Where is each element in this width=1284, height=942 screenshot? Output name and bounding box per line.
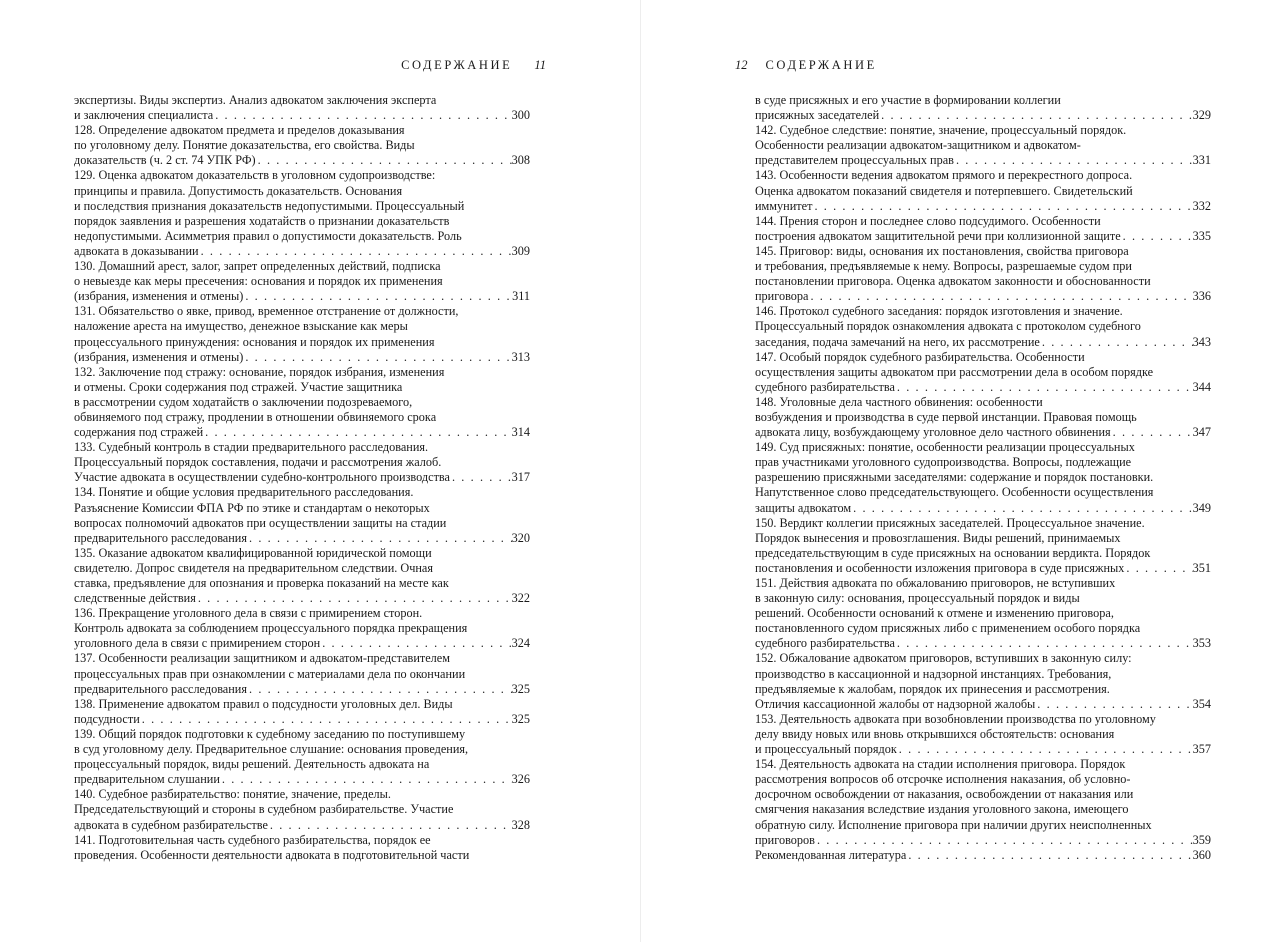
toc-entry-end <box>74 244 530 259</box>
toc-line-text: приговоров <box>755 832 815 847</box>
toc-line <box>74 561 530 576</box>
toc-entry-end <box>755 636 1211 651</box>
toc-line-text: постановления и особенности изложения приговора в суде присяжных <box>755 560 1125 575</box>
toc-line-text: 130. Домашний арест, залог, запрет определенных действий, подписка <box>74 259 441 274</box>
toc-page-number[interactable]: 322 <box>511 591 530 606</box>
toc-line-text: производство в кассационной и надзорной инстанциях. Требования, <box>755 666 1112 681</box>
toc-line-text: проведения. Особенности деятельности адвоката в подготовительной части <box>74 847 470 862</box>
toc-line-text: (избрания, изменения и отмены) <box>74 349 244 364</box>
header-title: СОДЕРЖАНИЕ <box>401 58 513 72</box>
toc-line <box>74 214 530 229</box>
toc-line-text: Оценка адвокатом показаний свидетеля и потерпевшего. Свидетельский <box>755 183 1133 198</box>
toc-line <box>74 319 530 334</box>
toc-line-text: осуществления защиты адвокатом при рассмотрении дела в особом порядке <box>755 364 1154 379</box>
toc-line-text: 147. Особый порядок судебного разбирательства. Особенности <box>755 349 1085 364</box>
toc-line-text: 149. Суд присяжных: понятие, особенности реализации процессуальных <box>755 440 1135 455</box>
dot-leader <box>213 108 511 123</box>
dot-leader <box>1040 335 1193 350</box>
toc-line-text: вопросах полномочий адвокатов при осуществлении защиты на стадии <box>74 515 447 530</box>
toc-page-number[interactable]: 314 <box>511 425 530 440</box>
toc-page-number[interactable]: 324 <box>511 636 530 651</box>
toc-entry-end <box>755 199 1211 214</box>
toc-page-number[interactable]: 329 <box>1192 108 1211 123</box>
dot-leader <box>1035 697 1192 712</box>
toc-line-text: 148. Уголовные дела частного обвинения: особенности <box>755 394 1043 409</box>
toc-line-text: и заключения специалиста <box>74 108 214 123</box>
toc-page-number[interactable]: 343 <box>1192 334 1211 349</box>
running-header <box>401 58 546 73</box>
toc-line <box>74 93 530 108</box>
toc-line-text: по уголовному делу. Понятие доказательства, его свойства. Виды <box>74 138 415 153</box>
toc-line-text: предъявляемые к жалобам, порядок их принесения и рассмотрения. <box>755 681 1110 696</box>
toc-line <box>755 606 1211 621</box>
toc-line-text: 145. Приговор: виды, основания их постановления, свойства приговора <box>755 243 1129 258</box>
toc-line <box>74 606 530 621</box>
toc-line-text: 132. Заключение под стражу: основание, порядок избрания, изменения <box>74 364 445 379</box>
toc-line-text: Отличия кассационной жалобы от надзорной жалобы <box>755 696 1036 711</box>
toc-line <box>755 651 1211 666</box>
toc-line-text: 142. Судебное следствие: понятие, значение, процессуальный порядок. <box>755 123 1127 138</box>
toc-line-text: 129. Оценка адвокатом доказательств в уголовном судопроизводстве: <box>74 168 436 183</box>
toc-entry-end <box>755 335 1211 350</box>
toc-line-text: (избрания, изменения и отмены) <box>74 289 244 304</box>
toc-line <box>74 184 530 199</box>
dot-leader <box>196 591 512 606</box>
toc-line <box>755 350 1211 365</box>
toc-line-text: 131. Обязательство о явке, привод, временное отстранение от должности, <box>74 304 459 319</box>
dot-leader <box>247 682 512 697</box>
toc-line <box>755 516 1211 531</box>
toc-entry-end <box>755 108 1211 123</box>
toc-page-number[interactable]: 317 <box>511 470 530 485</box>
dot-leader <box>906 848 1192 863</box>
toc-line-text: присяжных заседателей <box>755 108 880 123</box>
toc-line <box>755 123 1211 138</box>
dot-leader <box>1111 425 1193 440</box>
toc-line <box>755 787 1211 802</box>
toc-entry-end <box>74 682 530 697</box>
toc-line-text: обратную силу. Исполнение приговора при наличии других неисполненных <box>755 817 1152 832</box>
toc-page-number[interactable]: 353 <box>1192 636 1211 651</box>
toc-line-text: 146. Протокол судебного заседания: порядок изготовления и значение. <box>755 304 1123 319</box>
toc-line-text: подсудности <box>74 711 140 726</box>
toc-page-number[interactable]: 325 <box>511 681 530 696</box>
dot-leader <box>247 531 512 546</box>
toc-line <box>74 304 530 319</box>
toc-line <box>74 697 530 712</box>
dot-leader <box>808 289 1192 304</box>
toc-line-text: решений. Особенности оснований к отмене и изменению приговора, <box>755 606 1114 621</box>
toc-line <box>755 410 1211 425</box>
toc-line-text: смягчения наказания вследствие издания уголовного закона, имеющего <box>755 802 1129 817</box>
toc-entry-end <box>755 153 1211 168</box>
toc-entry-end <box>755 229 1211 244</box>
toc-entry-end <box>74 289 530 304</box>
toc-line-text: и процессуальный порядок <box>755 742 897 757</box>
toc-line-text: Участие адвоката в осуществлении судебно-контрольного производства <box>74 470 450 485</box>
toc-line-text: в рассмотрении судом ходатайств о заключении подозреваемого, <box>74 394 413 409</box>
toc-page-number[interactable]: 359 <box>1192 832 1211 847</box>
dot-leader <box>203 425 511 440</box>
toc-line <box>755 184 1211 199</box>
dot-leader <box>895 636 1193 651</box>
toc-line-text: адвоката в доказывании <box>74 243 199 258</box>
toc-line <box>74 501 530 516</box>
toc-line-text: 153. Деятельность адвоката при возобновлении производства по уголовному <box>755 711 1156 726</box>
toc-line-text: 138. Применение адвокатом правил о подсудности уголовных дел. Виды <box>74 696 453 711</box>
toc-line <box>755 138 1211 153</box>
toc-line-text: Председательствующий и стороны в судебном разбирательстве. Участие <box>74 802 454 817</box>
toc-line-text: представителем процессуальных прав <box>755 153 954 168</box>
dot-leader <box>879 108 1192 123</box>
toc-page-number[interactable]: 360 <box>1192 847 1211 862</box>
toc-line-text: 144. Прения сторон и последнее слово подсудимого. Особенности <box>755 213 1101 228</box>
toc-line-text: досрочном освобождении от наказания, освобождении от наказания или <box>755 787 1134 802</box>
toc-line <box>74 833 530 848</box>
toc-line-text: делу ввиду новых или вновь открывшихся обстоятельств: основания <box>755 726 1115 741</box>
toc-entry-end <box>74 636 530 651</box>
toc-line-text: постановлении приговора. Оценка адвокатом законности и обоснованности <box>755 274 1151 289</box>
toc-line-text: процессуальный порядок, виды решений. Деятельность адвоката на <box>74 757 430 772</box>
toc-line <box>755 621 1211 636</box>
dot-leader <box>243 289 512 304</box>
toc-page-number[interactable]: 357 <box>1192 742 1211 757</box>
toc-line <box>74 787 530 802</box>
toc-line <box>755 772 1211 787</box>
toc-line <box>74 455 530 470</box>
toc-line-text: и отмены. Сроки содержания под стражей. Участие защитника <box>74 379 403 394</box>
toc-line <box>755 485 1211 500</box>
toc-line <box>755 531 1211 546</box>
toc-line <box>74 516 530 531</box>
toc-page-number[interactable]: 335 <box>1192 228 1211 243</box>
toc-line-text: предварительном слушании <box>74 772 220 787</box>
toc-entry-end <box>755 289 1211 304</box>
toc-line <box>74 168 530 183</box>
toc-entry-end <box>755 380 1211 395</box>
toc-line-text: 136. Прекращение уголовного дела в связи с примирением сторон. <box>74 606 423 621</box>
toc-line <box>755 667 1211 682</box>
dot-leader <box>268 818 512 833</box>
toc-line <box>755 214 1211 229</box>
toc-line <box>755 470 1211 485</box>
toc-line-text: построения адвокатом защитительной речи при коллизионной защите <box>755 228 1121 243</box>
toc-line-text: Напутственное слово председательствующего. Особенности осуществления <box>755 485 1154 500</box>
toc-line-text: Разъяснение Комиссии ФПА РФ по этике и стандартам о некоторых <box>74 500 430 515</box>
toc-page-number[interactable]: 300 <box>511 108 530 123</box>
toc-line <box>755 304 1211 319</box>
toc-line <box>74 546 530 561</box>
toc-line <box>74 742 530 757</box>
toc-page-number[interactable]: 326 <box>511 772 530 787</box>
toc-line-text: процессуального принуждения: основания и порядок их применения <box>74 334 435 349</box>
toc-line-text: 133. Судебный контроль в стадии предварительного расследования. <box>74 440 429 455</box>
toc-page-number[interactable]: 344 <box>1192 379 1211 394</box>
toc-line <box>74 274 530 289</box>
toc-line-text: прав участниками уголовного судопроизводства. Вопросы, подлежащие <box>755 455 1132 470</box>
toc-line-text: ставка, предъявление для опознания и проверка показаний на месте как <box>74 576 449 590</box>
toc-line <box>74 440 530 455</box>
toc-entry-end <box>74 153 530 168</box>
toc-line-text: принципы и правила. Допустимость доказательств. Основания <box>74 183 403 198</box>
toc-page-number[interactable]: 313 <box>511 349 530 364</box>
page-right <box>641 0 1281 942</box>
toc-line <box>74 335 530 350</box>
dot-leader <box>220 772 512 787</box>
toc-line-text: свидетелю. Допрос свидетеля на предварительном следствии. Очная <box>74 560 434 575</box>
toc-line-text: 134. Понятие и общие условия предварительного расследования. <box>74 485 414 500</box>
toc-line <box>755 591 1211 606</box>
toc-line <box>74 123 530 138</box>
toc-page-number[interactable]: 349 <box>1192 500 1211 515</box>
dot-leader <box>450 470 512 485</box>
toc-line-text: Порядок вынесения и провозглашения. Виды решений, принимаемых <box>755 530 1121 545</box>
toc-line <box>755 576 1211 591</box>
toc-column <box>74 93 530 863</box>
toc-line-text: экспертизы. Виды экспертиз. Анализ адвокатом заключения эксперта <box>74 93 437 107</box>
toc-line <box>74 802 530 817</box>
toc-entry-end <box>74 470 530 485</box>
toc-page-number[interactable]: 331 <box>1192 153 1211 168</box>
toc-line-text: 139. Общий порядок подготовки к судебному заседанию по поступившему <box>74 726 466 741</box>
toc-line-text: уголовного дела в связи с примирением сторон <box>74 636 321 651</box>
dot-leader <box>897 742 1193 757</box>
toc-line <box>755 712 1211 727</box>
toc-line <box>74 380 530 395</box>
dot-leader <box>815 833 1193 848</box>
toc-line <box>74 651 530 666</box>
toc-line <box>74 667 530 682</box>
toc-line-text: 151. Действия адвоката по обжалованию приговоров, не вступивших <box>755 576 1116 590</box>
toc-line-text: рассмотрения вопросов об отсрочке исполнения наказания, об условно- <box>755 772 1131 787</box>
toc-line <box>755 395 1211 410</box>
toc-line <box>74 576 530 591</box>
dot-leader <box>954 153 1193 168</box>
toc-line-text: адвоката лицу, возбуждающему уголовное дело частного обвинения <box>755 425 1111 440</box>
dot-leader <box>1121 229 1193 244</box>
toc-entry-end <box>755 848 1211 863</box>
page-number: 12 <box>735 58 748 72</box>
toc-entry-end <box>755 501 1211 516</box>
dot-leader <box>140 712 512 727</box>
toc-line <box>74 727 530 742</box>
toc-column <box>755 93 1211 863</box>
toc-line <box>755 259 1211 274</box>
toc-line <box>755 244 1211 259</box>
toc-line-text: и последствия признания доказательств недопустимыми. Процессуальный <box>74 198 465 213</box>
toc-line <box>74 138 530 153</box>
toc-line <box>74 365 530 380</box>
toc-line <box>755 365 1211 380</box>
toc-entry-end <box>74 712 530 727</box>
toc-line-text: 141. Подготовительная часть судебного разбирательства, порядок ее <box>74 832 431 847</box>
toc-line-text: содержания под стражей <box>74 425 204 440</box>
toc-line-text: 152. Обжалование адвокатом приговоров, вступивших в законную силу: <box>755 651 1132 666</box>
toc-line-text: иммунитет <box>755 198 813 213</box>
toc-entry-end <box>74 818 530 833</box>
toc-entry-end <box>74 350 530 365</box>
toc-page-number[interactable]: 325 <box>511 711 530 726</box>
toc-line <box>74 259 530 274</box>
toc-line-text: адвоката в судебном разбирательстве <box>74 817 268 832</box>
toc-line <box>74 199 530 214</box>
toc-line-text: судебного разбирательства <box>755 636 895 651</box>
toc-page-number[interactable]: 347 <box>1192 425 1211 440</box>
toc-page-number[interactable]: 351 <box>1192 560 1211 575</box>
toc-page-number[interactable]: 336 <box>1192 289 1211 304</box>
toc-line <box>755 727 1211 742</box>
toc-line-text: приговора <box>755 289 809 304</box>
toc-line-text: судебного разбирательства <box>755 379 895 394</box>
toc-line-text: защиты адвокатом <box>755 500 852 515</box>
toc-line-text: Особенности реализации адвокатом-защитником и адвокатом- <box>755 138 1081 153</box>
toc-line <box>755 440 1211 455</box>
toc-page-number[interactable]: 308 <box>511 153 530 168</box>
toc-line-text: предварительного расследования <box>74 681 247 696</box>
toc-line <box>755 319 1211 334</box>
toc-line-text: Процессуальный порядок составления, подачи и рассмотрения жалоб. <box>74 455 442 470</box>
toc-entry-end <box>74 108 530 123</box>
toc-line-text: в законную силу: основания, процессуальный порядок и виды <box>755 591 1080 606</box>
toc-line-text: наложение ареста на имущество, денежное взыскание как меры <box>74 319 408 334</box>
dot-leader <box>851 501 1192 516</box>
toc-line-text: 154. Деятельность адвоката на стадии исполнения приговора. Порядок <box>755 757 1126 772</box>
toc-line-text: 128. Определение адвокатом предмета и пределов доказывания <box>74 123 405 138</box>
toc-page-number[interactable]: 309 <box>511 243 530 258</box>
toc-page-number[interactable]: 354 <box>1192 696 1211 711</box>
toc-line-text: в суд уголовному делу. Предварительное слушание: основания проведения, <box>74 742 469 757</box>
toc-line <box>74 848 530 863</box>
toc-line-text: постановленного судом присяжных либо с применением особого порядка <box>755 621 1141 636</box>
toc-line <box>755 455 1211 470</box>
page-number: 11 <box>534 58 546 72</box>
toc-page-number[interactable]: 332 <box>1192 198 1211 213</box>
dot-leader <box>1124 561 1192 576</box>
toc-line-text: 143. Особенности ведения адвокатом прямого и перекрестного допроса. <box>755 168 1133 183</box>
dot-leader <box>895 380 1193 395</box>
toc-page-number[interactable]: 311 <box>512 289 530 304</box>
toc-line-text: Рекомендованная литература <box>755 847 907 862</box>
toc-entry-end <box>755 742 1211 757</box>
toc-line-text: 140. Судебное разбирательство: понятие, значение, пределы. <box>74 787 391 802</box>
toc-entry-end <box>755 833 1211 848</box>
toc-entry-end <box>74 772 530 787</box>
toc-line <box>74 757 530 772</box>
toc-line <box>755 802 1211 817</box>
toc-entry-end <box>755 561 1211 576</box>
toc-line-text: 135. Оказание адвокатом квалифицированной юридической помощи <box>74 545 432 560</box>
toc-line-text: в суде присяжных и его участие в формировании коллегии <box>755 93 1061 107</box>
toc-line-text: и требования, предъявляемые к нему. Вопросы, разрешаемые судом при <box>755 259 1132 274</box>
toc-line-text: разрешению присяжными заседателями: содержание и порядок постановки. <box>755 470 1154 485</box>
toc-line <box>74 395 530 410</box>
dot-leader <box>256 153 512 168</box>
toc-page-number[interactable]: 328 <box>511 817 530 832</box>
toc-entry-end <box>74 591 530 606</box>
toc-line <box>74 621 530 636</box>
toc-page-number[interactable]: 320 <box>511 530 530 545</box>
toc-line-text: возбуждения и производства в суде первой инстанции. Правовая помощь <box>755 409 1137 424</box>
dot-leader <box>812 199 1192 214</box>
dot-leader <box>243 350 511 365</box>
toc-line-text: следственные действия <box>74 591 196 606</box>
toc-line <box>74 485 530 500</box>
toc-line <box>755 274 1211 289</box>
toc-line-text: процессуальных прав при ознакомлении с материалами дела по окончании <box>74 666 466 681</box>
toc-entry-end <box>74 531 530 546</box>
toc-line-text: предварительного расследования <box>74 530 247 545</box>
toc-line-text: доказательств (ч. 2 ст. 74 УПК РФ) <box>74 153 256 168</box>
toc-line <box>755 168 1211 183</box>
toc-line <box>755 93 1211 108</box>
header-title: СОДЕРЖАНИЕ <box>765 58 877 72</box>
toc-line <box>74 410 530 425</box>
dot-leader <box>320 636 511 651</box>
toc-line-text: председательствующим в суде присяжных на основании вердикта. Порядок <box>755 545 1151 560</box>
toc-entry-end <box>755 697 1211 712</box>
toc-line-text: порядок заявления и разрешения ходатайств о признании доказательств <box>74 213 450 228</box>
toc-line <box>755 682 1211 697</box>
running-header <box>735 58 877 73</box>
toc-entry-end <box>755 425 1211 440</box>
toc-line <box>755 546 1211 561</box>
page-left <box>0 0 640 942</box>
toc-line-text: обвиняемого под стражу, продлении в отношении обвиняемого срока <box>74 409 437 424</box>
dot-leader <box>199 244 512 259</box>
toc-line-text: Контроль адвоката за соблюдением процессуального порядка прекращения <box>74 621 468 636</box>
toc-entry-end <box>74 425 530 440</box>
toc-line-text: недопустимыми. Асимметрия правил о допустимости доказательств. Роль <box>74 228 462 243</box>
toc-line-text: Процессуальный порядок ознакомления адвоката с протоколом судебного <box>755 319 1141 334</box>
toc-line-text: заседания, подача замечаний на него, их рассмотрение <box>755 334 1040 349</box>
toc-line <box>755 818 1211 833</box>
toc-line <box>74 229 530 244</box>
toc-line-text: 150. Вердикт коллегии присяжных заседателей. Процессуальное значение. <box>755 515 1145 530</box>
toc-line <box>755 757 1211 772</box>
toc-line-text: 137. Особенности реализации защитником и адвокатом-представителем <box>74 651 450 666</box>
toc-line-text: о невыезде как меры пресечения: основания и порядок их применения <box>74 274 443 289</box>
